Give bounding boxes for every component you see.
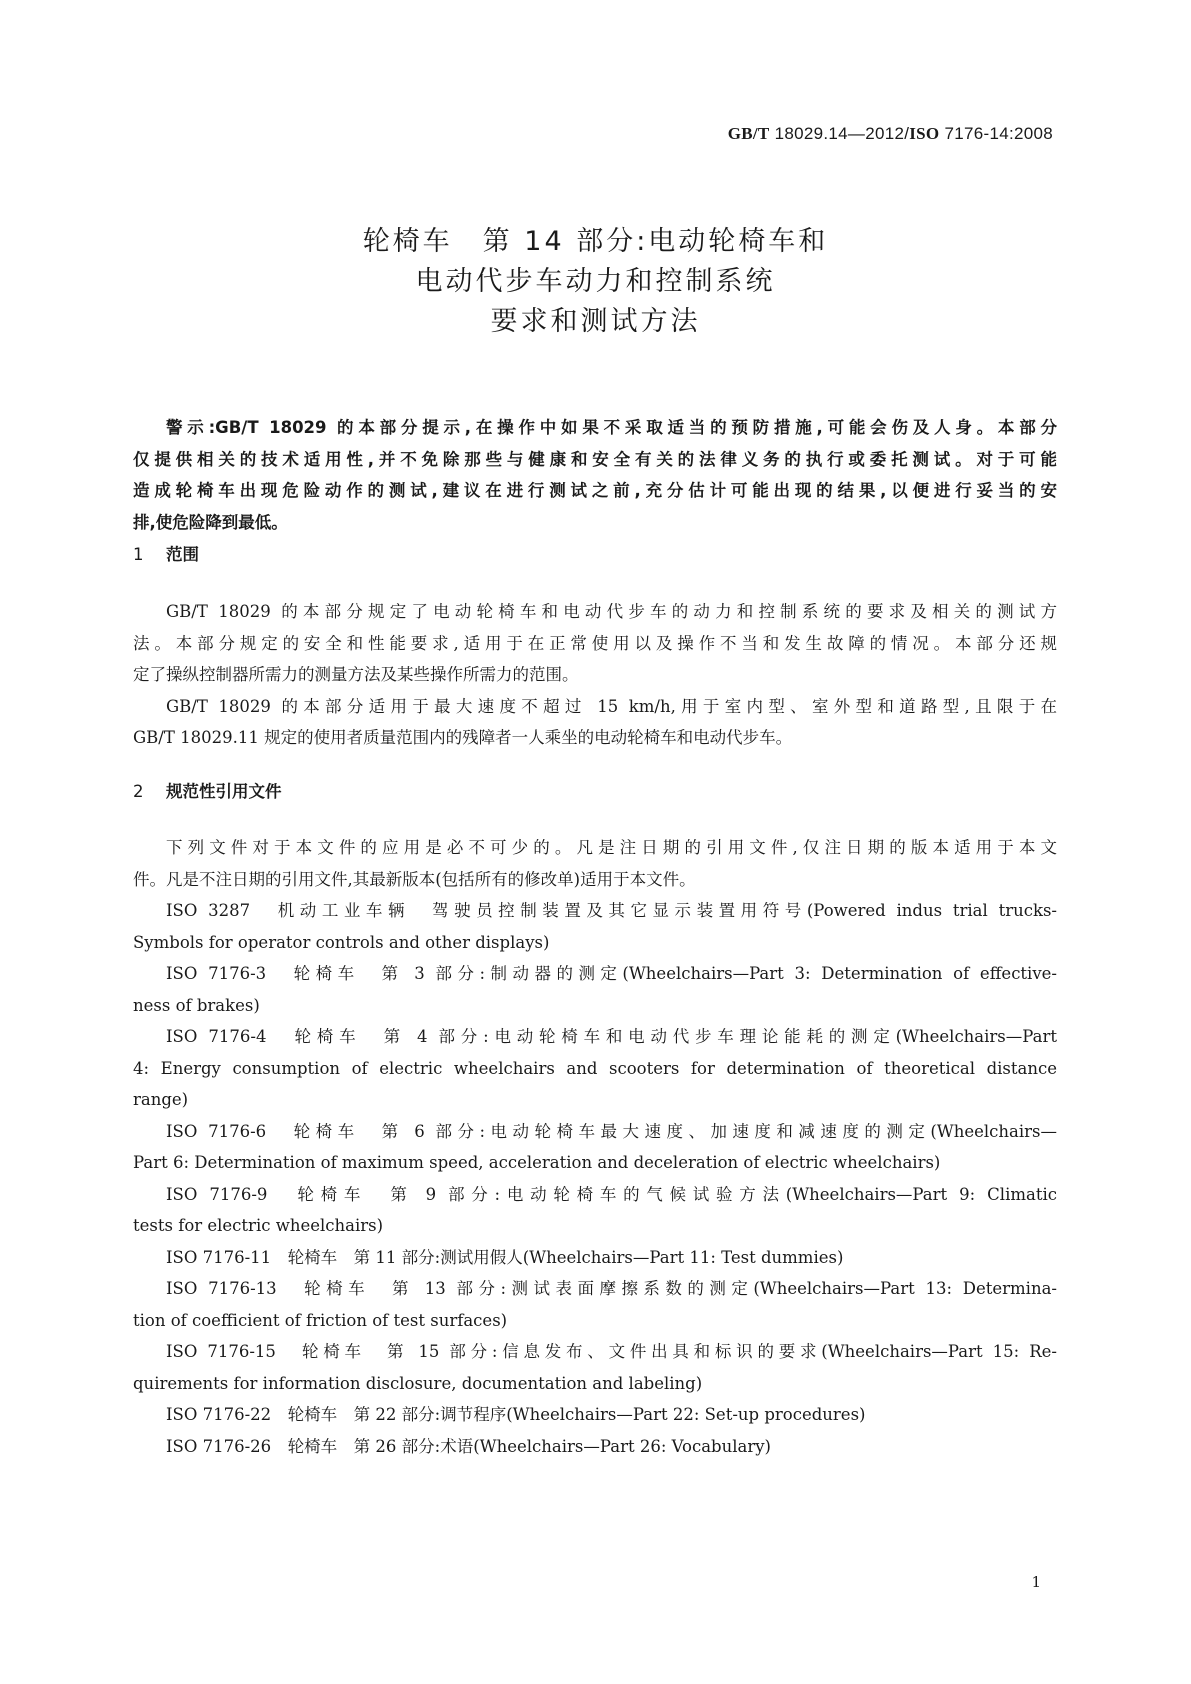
section-number: 2 (133, 782, 144, 801)
reference-line: ISO 7176-22 轮椅车 第 22 部分:调节程序(Wheelchairs—Part 22: Set-up procedures) (166, 1405, 866, 1424)
warning-line: 排,使危险降到最低。 (133, 512, 288, 532)
reference-line: range) (133, 1090, 189, 1109)
code-number: 18029.14—2012/ (769, 124, 910, 143)
reference-line: Symbols for operator controls and other displays) (133, 932, 550, 952)
section-heading-scope (133, 541, 199, 565)
warning-line: 警示:GB/T 18029 的本部分提示,在操作中如果不采取适当的预防措施,可能会伤及人身。本部分 (166, 418, 1057, 437)
reference-line: ISO 7176-11 轮椅车 第 11 部分:测试用假人(Wheelchairs—Part 11: Test dummies) (166, 1247, 844, 1267)
reference-line: ISO 7176-15 轮椅车 第 15 部分:信息发布、文件出具和标识的要求(Wheelchairs—Part 15: Re- (166, 1342, 1057, 1361)
paragraph-line: GB/T 18029 的本部分规定了电动轮椅车和电动代步车的动力和控制系统的要求及相关的测试方 (166, 602, 1057, 621)
reference-line: tests for electric wheelchairs) (133, 1216, 384, 1235)
title-line: 要求和测试方法 (490, 306, 701, 337)
paragraph-line: 下列文件对于本文件的应用是必不可少的。凡是注日期的引用文件,仅注日期的版本适用于本文 (166, 838, 1057, 857)
reference-line: ness of brakes) (133, 995, 260, 1015)
reference-line: ISO 7176-9 轮椅车 第 9 部分:电动轮椅车的气候试验方法(Wheelchairs—Part 9: Climatic (166, 1184, 1057, 1204)
reference-line: ISO 7176-3 轮椅车 第 3 部分:制动器的测定(Wheelchairs—Part 3: Determination of effective- (166, 964, 1057, 983)
title-line: 轮椅车 第 14 部分:电动轮椅车和 (362, 226, 829, 257)
reference-line: Part 6: Determination of maximum speed, acceleration and deceleration of electric wheelchairs) (133, 1153, 941, 1172)
paragraph-line: GB/T 18029 的本部分适用于最大速度不超过 15 km/h,用于室内型、室外型和道路型,且限于在 (166, 696, 1057, 716)
reference-line: ISO 7176-4 轮椅车 第 4 部分:电动轮椅车和电动代步车理论能耗的测定(Wheelchairs—Part (166, 1027, 1057, 1046)
paragraph-line: 件。凡是不注日期的引用文件,其最新版本(包括所有的修改单)适用于本文件。 (133, 869, 696, 889)
section-number: 1 (133, 545, 144, 564)
paragraph-line: 法。本部分规定的安全和性能要求,适用于在正常使用以及操作不当和发生故障的情况。本部分还规 (133, 633, 1057, 653)
warning-line: 造成轮椅车出现危险动作的测试,建议在进行测试之前,充分估计可能出现的结果,以便进行妥当的安 (133, 481, 1057, 500)
reference-line: 4: Energy consumption of electric wheelchairs and scooters for determination of theoretical distance (133, 1058, 1057, 1078)
section-heading-normative-references (133, 778, 282, 802)
code-iso: ISO (909, 124, 940, 143)
reference-line: ISO 7176-26 轮椅车 第 26 部分:术语(Wheelchairs—Part 26: Vocabulary) (166, 1436, 771, 1456)
page-number: 1 (1031, 1573, 1041, 1591)
reference-line: ISO 7176-13 轮椅车 第 13 部分:测试表面摩擦系数的测定(Wheelchairs—Part 13: Determina- (166, 1279, 1057, 1298)
paragraph-line: GB/T 18029.11 规定的使用者质量范围内的残障者一人乘坐的电动轮椅车和电动代步车。 (133, 728, 793, 747)
code-iso-number: 7176-14:2008 (939, 124, 1053, 143)
standard-code (728, 124, 1053, 144)
section-title: 规范性引用文件 (166, 782, 282, 801)
title-line: 电动代步车动力和控制系统 (415, 266, 776, 297)
code-prefix: GB/T (727, 124, 770, 143)
references-paragraphs (133, 832, 1057, 1462)
warning-line: 仅提供相关的技术适用性,并不免除那些与健康和安全有关的法律义务的执行或委托测试。对于可能 (133, 449, 1057, 469)
reference-line: quirements for information disclosure, documentation and labeling) (133, 1373, 703, 1393)
scope-paragraphs (133, 596, 1057, 754)
reference-line: tion of coefficient of friction of test surfaces) (133, 1310, 508, 1330)
document-title (0, 222, 1191, 342)
paragraph-line: 定了操纵控制器所需力的测量方法及某些操作所需力的范围。 (133, 665, 579, 684)
reference-line: ISO 7176-6 轮椅车 第 6 部分:电动轮椅车最大速度、加速度和减速度的测定(Wheelchairs— (166, 1121, 1057, 1141)
reference-line: ISO 3287 机动工业车辆 驾驶员控制装置及其它显示装置用符号(Powered indus trial trucks- (166, 901, 1057, 920)
warning-block (133, 412, 1057, 538)
section-title: 范围 (166, 545, 199, 564)
